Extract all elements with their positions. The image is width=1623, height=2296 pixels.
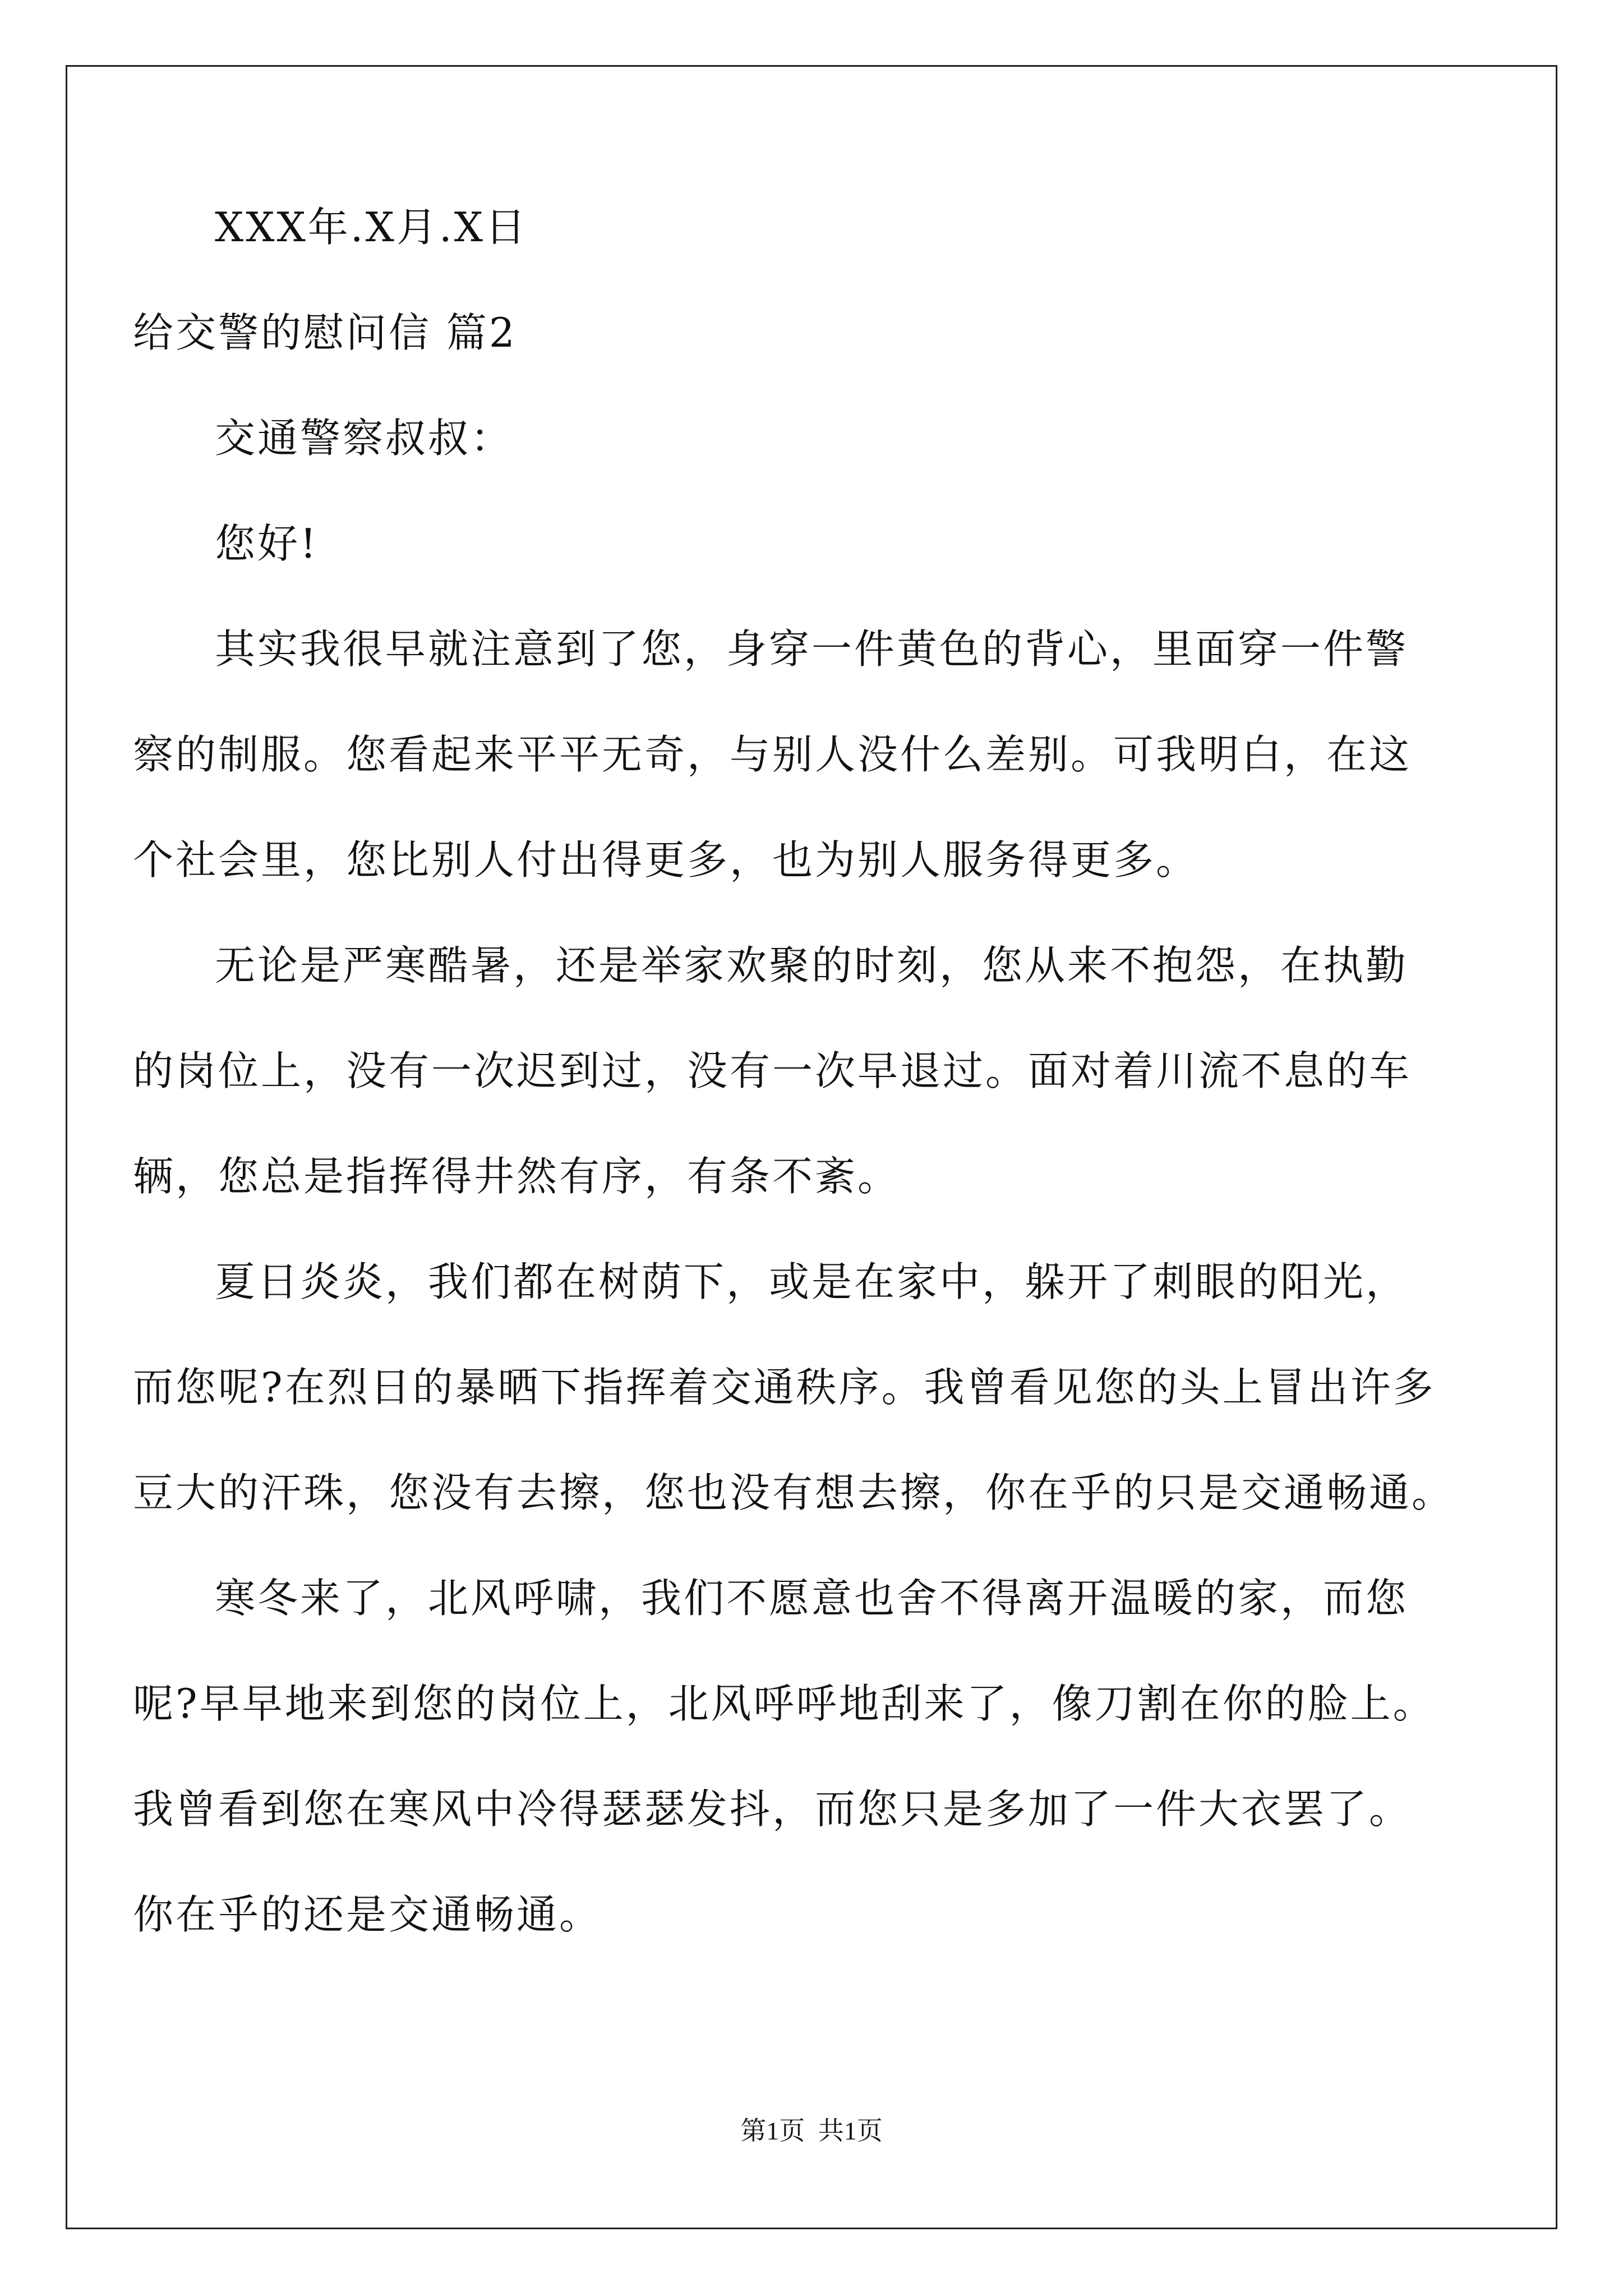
paragraph-1-line-1: 其实我很早就注意到了您，身穿一件黄色的背心，里面穿一件警 [215, 625, 1409, 673]
paragraph-2-line-2: 的岗位上，没有一次迟到过，没有一次早退过。面对着川流不息的车 [133, 1047, 1412, 1094]
salutation: 交通警察叔叔： [215, 415, 514, 462]
page-total: 共1页 [818, 2116, 883, 2145]
paragraph-4-line-3: 我曾看到您在寒风中冷得瑟瑟发抖，而您只是多加了一件大衣罢了。 [133, 1786, 1412, 1833]
paragraph-2-line-3: 辆，您总是指挥得井然有序，有条不紊。 [133, 1153, 901, 1200]
paragraph-4-line-1: 寒冬来了，北风呼啸，我们不愿意也舍不得离开温暖的家，而您 [215, 1575, 1409, 1622]
date-line: XXX年.X月.X日 [215, 204, 528, 251]
paragraph-2-line-1: 无论是严寒酷暑，还是举家欢聚的时刻，您从来不抱怨，在执勤 [215, 942, 1409, 989]
greeting: 您好! [215, 520, 319, 567]
paragraph-1-line-2: 察的制服。您看起来平平无奇，与别人没什么差别。可我明白，在这 [133, 731, 1412, 778]
page-footer [0, 2114, 1623, 2148]
section-title: 给交警的慰问信 篇2 [133, 309, 517, 356]
paragraph-4-line-2: 呢?早早地来到您的岗位上，北风呼呼地刮来了，像刀割在你的脸上。 [133, 1680, 1436, 1727]
paragraph-3-line-2: 而您呢?在烈日的暴晒下指挥着交通秩序。我曾看见您的头上冒出许多 [133, 1364, 1436, 1411]
paragraph-3-line-1: 夏日炎炎，我们都在树荫下，或是在家中，躲开了刺眼的阳光， [215, 1258, 1409, 1305]
paragraph-1-line-3: 个社会里，您比别人付出得更多，也为别人服务得更多。 [133, 836, 1199, 884]
page-number: 第1页 [740, 2116, 805, 2145]
paragraph-4-line-4: 你在乎的还是交通畅通。 [133, 1891, 602, 1938]
paragraph-3-line-3: 豆大的汗珠，您没有去擦，您也没有想去擦，你在乎的只是交通畅通。 [133, 1469, 1455, 1516]
